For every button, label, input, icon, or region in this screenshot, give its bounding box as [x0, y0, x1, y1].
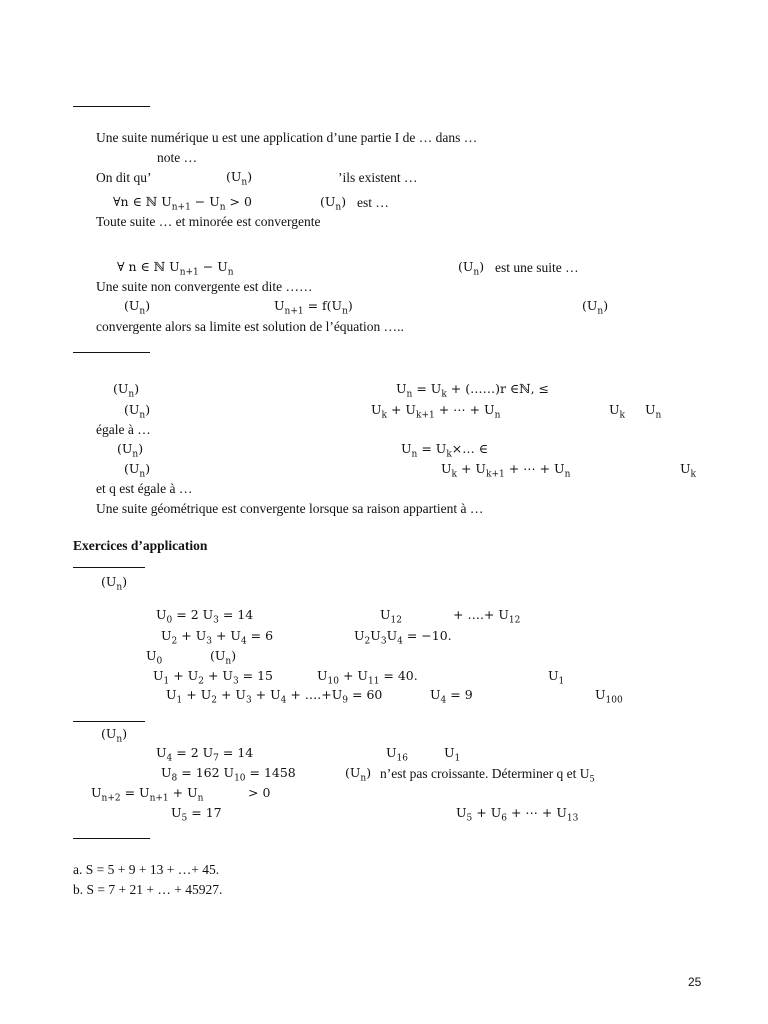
convergence-theorem-line: Toute suite … et minorée est convergente [96, 214, 321, 229]
ex1-math-9: $U_1$ [548, 668, 565, 687]
ex3-math-3: $U_5 = 17$ [171, 805, 222, 824]
math-un-1: $(U_n)$ [226, 169, 253, 188]
exercise-rule-1 [73, 567, 145, 568]
math-arithmetic-sum: $U_k + U_{k+1}$ + ⋯ + $U_n$ [371, 402, 501, 421]
bounded-text-end: ’ils existent … [338, 170, 418, 185]
math-un-6: $(U_n)$ [113, 381, 140, 400]
math-un-9: $(U_n)$ [117, 441, 144, 460]
math-un-5: $(U_n)$ [582, 298, 609, 317]
math-un-14: $(U_n)$ [345, 765, 372, 784]
math-un-12: $(U_n)$ [210, 648, 237, 667]
ex1-math-4: $U_2 + U_3 + U_4 = 6$ [161, 628, 274, 647]
geometric-ratio-text: et q est égale à … [96, 481, 193, 496]
ex3-math-2: > 0 [248, 785, 271, 800]
math-un-3: $(U_n)$ [458, 259, 485, 278]
geometric-convergence-line: Une suite géométrique est convergente lorsque sa raison appartient à … [96, 501, 484, 516]
ex1-math-6: $U_0$ [146, 648, 163, 667]
increasing-text: est … [357, 195, 389, 210]
ex1-math-10: $U_1 + U_2 + U_3 + U_4$ + $\dots.+U_9 = 60$ [166, 687, 383, 706]
math-un-13: $(U_n)$ [101, 726, 128, 745]
ex1-math-7: $U_1 + U_2 + U_3 = 15$ [153, 668, 274, 687]
ex2-math-1: $U_4 = 2$ $U_7 = 14$ [156, 745, 254, 764]
definition-line-1: Une suite numérique u est une application d’une partie I de … dans … [96, 130, 478, 145]
math-un-11: $(U_n)$ [101, 574, 128, 593]
ex4-item-b: b. S = 7 + 21 + … + 45927. [73, 882, 223, 897]
ex3-math-1: $U_{n+2} = U_{n+1} + U_n$ [91, 785, 204, 804]
divergent-definition-line: Une suite non convergente est dite …… [96, 279, 313, 294]
ex2-math-4: $U_8 = 162$ $U_{10} = 1458$ [161, 765, 296, 784]
math-uk-2: $U_k$ [680, 461, 697, 480]
ex2-math-3: $U_1$ [444, 745, 461, 764]
exercise-rule-3 [73, 838, 150, 839]
bounded-definition-line [96, 170, 152, 186]
math-un-7: $(U_n)$ [124, 402, 151, 421]
section-rule-2 [73, 352, 150, 353]
ex1-math-3: + ….+ $U_{12}$ [453, 607, 521, 626]
math-arithmetic-formula: $U_n = U_k$ + (……)r ∈ℕ, ≤ [396, 381, 550, 400]
section-rule-1 [73, 106, 150, 107]
ex3-math-4: $U_5 + U_6$ + ⋯ + $U_{13}$ [456, 805, 579, 824]
ex1-math-8: $U_{10} + U_{11} = 40$. [317, 668, 418, 687]
math-recurrence: $U_{n+1} = f(U_n)$ [274, 298, 353, 317]
ex4-item-a: a. S = 5 + 9 + 13 + …+ 45. [73, 862, 220, 877]
page-number: 25 [688, 975, 702, 989]
ex1-math-5: $U_2U_3U_4 = -10$. [354, 628, 452, 647]
constant-text: est une suite … [495, 260, 579, 275]
math-geometric-sum: $U_k + U_{k+1}$ + ⋯ + $U_n$ [441, 461, 571, 480]
math-un-10: $(U_n)$ [124, 461, 151, 480]
ex1-math-2: $U_{12}$ [380, 607, 402, 626]
math-geometric-formula: $U_n$ = $U_k\times\dots$ ∈ [401, 441, 488, 460]
ex1-math-1: $U_0 = 2$ $U_3 = 14$ [156, 607, 254, 626]
ex2-text: n’est pas croissante. Déterminer q et U [380, 766, 590, 781]
definition-line-2: note … [157, 150, 198, 165]
exercise-rule-2 [73, 721, 145, 722]
ex2-text-line: n’est pas croissante. Déterminer q et $U_5$ [380, 766, 595, 785]
math-un-4: $(U_n)$ [124, 298, 151, 317]
exercises-heading: Exercices d’application [73, 538, 208, 553]
ex1-math-12: $U_{100}$ [595, 687, 623, 706]
arithmetic-sum-text: égale à … [96, 422, 151, 437]
math-constant-condition: ∀ n ∈ ℕ $U_{n+1} - U_n$ [117, 259, 234, 278]
math-un-8: $U_n$ [645, 402, 662, 421]
fixed-point-line: convergente alors sa limite est solution de l’équation ….. [96, 319, 404, 334]
bounded-text-start: On dit qu’ [96, 170, 152, 185]
ex2-math-2: $U_{16}$ [386, 745, 408, 764]
ex1-math-11: $U_4 = 9$ [430, 687, 473, 706]
math-un-2: $(U_n)$ [320, 194, 347, 213]
math-increasing-condition: ∀n ∈ ℕ $U_{n+1} - U_n > 0$ [113, 194, 252, 213]
math-uk-1: $U_k$ [609, 402, 626, 421]
